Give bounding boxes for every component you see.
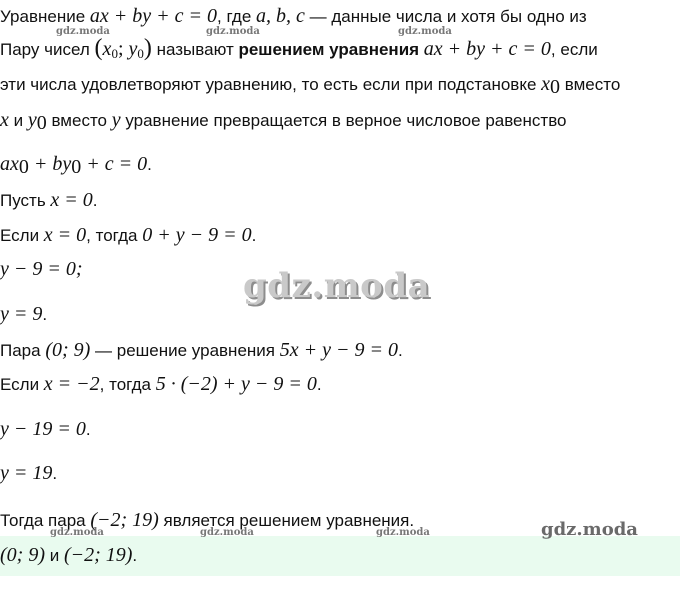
- math: (−2; 19): [63, 544, 133, 566]
- answer-box: [0, 536, 680, 576]
- text-line-10: [0, 338, 403, 363]
- subscript: 0: [137, 46, 144, 61]
- text-line-6: [0, 188, 98, 213]
- bold-term: решением уравнения: [238, 40, 420, 59]
- math: (−2; 19): [90, 509, 159, 531]
- text: — данные числа и хотя бы одно из: [304, 7, 587, 26]
- math: (0; 9): [45, 339, 91, 361]
- text: Тогда пара: [0, 511, 91, 530]
- math-equation: ax + by + c = 0: [89, 5, 218, 27]
- math-var: y: [27, 109, 37, 131]
- paren: (: [94, 35, 103, 61]
- text: уравнение превращается в верное числовое равенство: [120, 111, 567, 130]
- math: (0; 9): [0, 544, 45, 566]
- text-line-2: Пару чисел ($x_0$; $y_0$) называют решением уравнения ax + by + c = 0, если: [0, 35, 598, 61]
- math: + c = 0: [81, 153, 148, 175]
- text: Пусть: [0, 191, 51, 210]
- text: Если: [0, 226, 44, 245]
- text: Если: [0, 375, 44, 394]
- text: Пара: [0, 341, 46, 360]
- text-line-12: [0, 417, 91, 442]
- text-line-7: [0, 223, 256, 248]
- text: называют: [151, 40, 239, 59]
- text: вместо: [560, 75, 621, 94]
- watermark: gdz.moda: [398, 26, 452, 37]
- text: .: [85, 420, 91, 439]
- text-line-4: [0, 108, 567, 133]
- text: и: [44, 546, 64, 565]
- math-equation: ax + by + c = 0: [423, 38, 551, 60]
- text: .: [52, 464, 58, 483]
- math: y − 9 = 0;: [0, 258, 83, 280]
- text-line-3: [0, 72, 620, 97]
- math-variables: a, b, c: [256, 5, 305, 27]
- subscript: 0: [550, 76, 561, 98]
- text: вместо: [46, 111, 112, 130]
- subscript: 0: [36, 112, 47, 134]
- text: Уравнение: [0, 7, 90, 26]
- text: .: [147, 155, 152, 174]
- text-line-5: [0, 152, 152, 177]
- watermark: gdz.moda: [50, 527, 104, 538]
- math: y − 19 = 0: [0, 418, 86, 440]
- text-line-11: [0, 372, 322, 397]
- text: .: [92, 191, 98, 210]
- watermark: gdz.moda: [200, 527, 254, 538]
- math: 5x + y − 9 = 0: [279, 339, 398, 361]
- text: , тогда: [99, 375, 156, 394]
- math-var: x: [541, 73, 551, 95]
- math-var: y: [111, 109, 121, 131]
- subscript: 0: [111, 46, 118, 61]
- text: , тогда: [86, 226, 143, 245]
- text: эти числа удовлетворяют уравнению, то есть если при подстановке: [0, 75, 542, 94]
- watermark: gdz.moda: [376, 527, 430, 538]
- watermark: gdz.moda: [56, 26, 110, 37]
- text: .: [42, 305, 48, 324]
- text: .: [316, 375, 322, 394]
- text: — решение уравнения: [90, 341, 280, 360]
- math: + by: [28, 153, 72, 175]
- watermark: gdz.moda: [206, 26, 260, 37]
- subscript: 0: [71, 156, 82, 178]
- math: 5 · (−2) + y − 9 = 0: [155, 373, 317, 395]
- text: Пару чисел: [0, 40, 95, 59]
- math: 0 + y − 9 = 0: [142, 224, 252, 246]
- text: , где: [217, 7, 256, 26]
- text: является решением уравнения.: [158, 511, 415, 530]
- text: и: [8, 111, 28, 130]
- text: .: [397, 341, 403, 360]
- subscript: 0: [18, 156, 29, 178]
- text-line-13: [0, 461, 57, 486]
- text: .: [251, 226, 257, 245]
- math-var: x: [0, 109, 9, 131]
- answer-line: [0, 543, 137, 568]
- math: ax: [0, 153, 19, 175]
- watermark-medium: gdz.moda: [541, 519, 638, 540]
- watermark-large: gdz.moda: [243, 266, 431, 306]
- math: x = −2: [43, 373, 100, 395]
- math: x = 0: [43, 224, 87, 246]
- text: .: [132, 546, 138, 565]
- text-line-8: [0, 257, 83, 282]
- math: y = 9: [0, 303, 43, 325]
- math: y = 19: [0, 462, 53, 484]
- text: , если: [550, 40, 598, 59]
- text-line-9: [0, 302, 47, 327]
- math: x = 0: [50, 189, 93, 211]
